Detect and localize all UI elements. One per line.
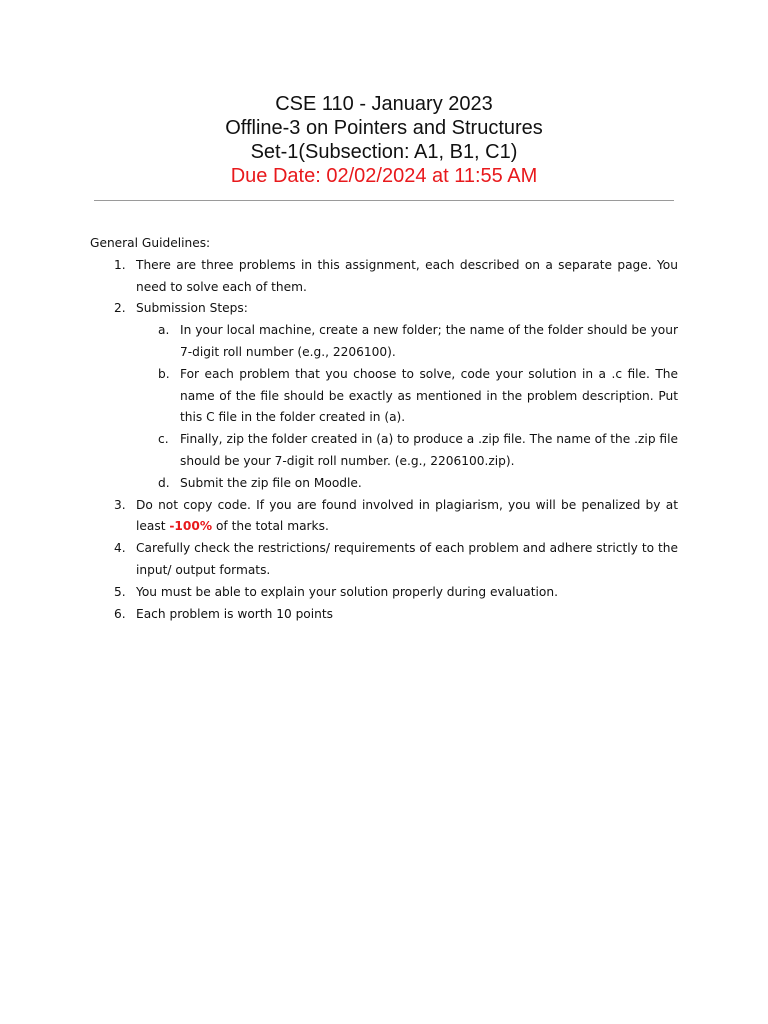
- sub-list-letter: c.: [158, 432, 169, 447]
- sub-list-text: Submit the zip file on Moodle.: [180, 475, 362, 490]
- list-text: Submission Steps:: [136, 301, 248, 316]
- sub-list-text: Finally, zip the folder created in (a) to produce a .zip file. The name of the .zip file should be your 7-digit roll number. (e.g., 2206100.zip).: [180, 432, 678, 468]
- list-text: There are three problems in this assignment, each described on a separate page. You need to solve each of them.: [136, 257, 678, 294]
- list-number: 3.: [114, 497, 126, 512]
- guidelines-heading: General Guidelines:: [90, 236, 211, 250]
- list-number: 5.: [114, 584, 126, 599]
- due-date: Due Date: 02/02/2024 at 11:55 AM: [230, 165, 538, 187]
- list-text: Each problem is worth 10 points: [136, 606, 334, 621]
- sub-list-text: For each problem that you choose to solve, code your solution in a .c file. The name of the file should be exactly as mentioned in the problem description. Put this C file in the folder created in (a).: [180, 366, 678, 425]
- header-divider: [94, 200, 674, 201]
- sub-list-item: [90, 320, 678, 364]
- document-header: [0, 92, 768, 188]
- sub-list-item: [90, 429, 678, 473]
- list-number: 2.: [114, 301, 126, 316]
- penalty-highlight: -100%: [169, 519, 213, 534]
- list-item: [90, 538, 678, 582]
- guidelines-section: [90, 233, 678, 625]
- sub-list-text: In your local machine, create a new folder; the name of the folder should be your 7-digit roll number (e.g., 2206100).: [180, 323, 678, 359]
- assignment-title: Offline-3 on Pointers and Structures: [225, 117, 543, 139]
- list-item: [90, 255, 678, 299]
- sub-list-letter: a.: [158, 323, 170, 338]
- list-text: You must be able to explain your solution properly during evaluation.: [136, 584, 558, 599]
- set-title: Set-1(Subsection: A1, B1, C1): [250, 141, 518, 163]
- list-item: [90, 495, 678, 539]
- list-item: [90, 298, 678, 320]
- plagiarism-text: Do not copy code. If you are found involved in plagiarism, you will be penalized by at least: [136, 497, 678, 534]
- sub-list-item: [90, 364, 678, 429]
- list-item: [90, 582, 678, 604]
- list-number: 1.: [114, 257, 126, 272]
- sub-list-letter: b.: [158, 366, 170, 381]
- sub-list-letter: d.: [158, 475, 170, 490]
- list-item: [90, 604, 678, 626]
- list-text: Carefully check the restrictions/ requirements of each problem and adhere strictly to the input/ output formats.: [136, 541, 678, 577]
- list-number: 4.: [114, 541, 126, 556]
- course-title: CSE 110 - January 2023: [275, 93, 493, 115]
- list-text: [136, 498, 678, 534]
- plagiarism-text-end: of the total marks.: [212, 519, 329, 534]
- sub-list-item: [90, 473, 678, 495]
- list-number: 6.: [114, 606, 126, 621]
